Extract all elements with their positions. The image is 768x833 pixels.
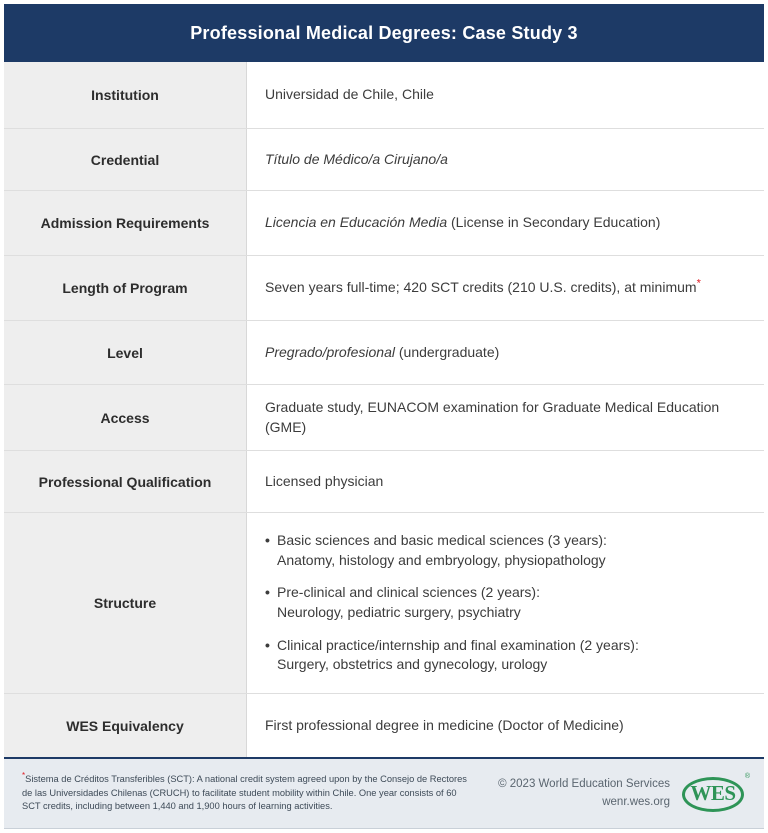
wes-logo-oval	[682, 777, 744, 812]
admission-value-italic: Licencia en Educación Media	[265, 214, 448, 231]
table-row-structure	[4, 512, 764, 693]
footnote-text	[22, 770, 474, 815]
list-item	[265, 636, 639, 675]
footer	[4, 759, 764, 829]
access-value: Graduate study, EUNACOM examination for Graduate Medical Education (GME)	[265, 399, 720, 435]
row-value	[247, 385, 764, 450]
bullet-icon: •	[265, 636, 270, 653]
list-item	[265, 531, 639, 570]
table-row-admission-requirements	[4, 190, 764, 255]
row-label: Admission Requirements	[4, 191, 247, 255]
level-value-italic: Pregrado/profesional	[265, 343, 395, 360]
table-row-length-of-program	[4, 255, 764, 320]
table-row-level	[4, 320, 764, 384]
case-study-card	[0, 4, 768, 833]
footnote-asterisk: *	[22, 770, 26, 780]
bullet-icon: •	[265, 584, 270, 601]
structure-item-detail: Neurology, pediatric surgery, psychiatry	[277, 604, 521, 620]
level-value-rest: (undergraduate)	[394, 343, 500, 360]
row-value	[247, 191, 764, 255]
row-label: Structure	[4, 513, 247, 693]
table-row-wes-equivalency	[4, 693, 764, 757]
row-label: Credential	[4, 129, 247, 190]
length-value: Seven years full-time; 420 SCT credits (210 U.S. credits), at minimum	[265, 279, 697, 296]
footnote-body: Sistema de Créditos Transferibles (SCT): A national credit system agreed upon by the Consejo de Rectores de las Universidades Chilenas (CRUCH) to facilitate student mobility within Chile. One year consists of 60 SCT credits, including between 1,440 and 1,900 hours of learning activities.	[22, 773, 467, 812]
website-url: wenr.wes.org	[602, 795, 670, 808]
row-label: Access	[4, 385, 247, 450]
table-row-access	[4, 384, 764, 450]
case-study-table	[4, 62, 764, 757]
credential-value: Título de Médico/a Cirujano/a	[265, 150, 448, 167]
row-value	[247, 451, 764, 512]
row-value	[247, 321, 764, 384]
row-value	[247, 129, 764, 190]
copyright-block	[498, 776, 682, 811]
row-value	[247, 256, 764, 320]
footnote-asterisk: *	[696, 277, 701, 290]
row-value	[247, 62, 764, 128]
row-label: WES Equivalency	[4, 694, 247, 757]
row-label: Professional Qualification	[4, 451, 247, 512]
wes-logo	[682, 772, 752, 816]
table-row-professional-qualification	[4, 450, 764, 512]
bullet-icon: •	[265, 532, 270, 549]
structure-item-heading: Pre-clinical and clinical sciences (2 years):	[277, 584, 540, 601]
header-bar	[4, 4, 764, 62]
institution-value: Universidad de Chile, Chile	[265, 86, 434, 103]
row-label: Institution	[4, 62, 247, 128]
structure-item-heading: Basic sciences and basic medical sciences (3 years):	[277, 532, 607, 549]
wes-logo-text: WES	[690, 781, 736, 805]
row-value	[247, 694, 764, 757]
row-label: Length of Program	[4, 256, 247, 320]
list-item	[265, 583, 639, 622]
admission-value-rest: (License in Secondary Education)	[447, 214, 661, 231]
table-row-institution	[4, 62, 764, 128]
row-label: Level	[4, 321, 247, 384]
qualification-value: Licensed physician	[265, 472, 384, 489]
table-row-credential	[4, 128, 764, 190]
structure-item-heading: Clinical practice/internship and final examination (2 years):	[277, 636, 639, 653]
page-title: Professional Medical Degrees: Case Study 3	[190, 22, 578, 43]
structure-list	[265, 531, 639, 675]
structure-item-detail: Surgery, obstetrics and gynecology, urology	[277, 656, 548, 673]
registered-trademark-icon: ®	[744, 772, 750, 780]
copyright-line: © 2023 World Education Services	[498, 778, 670, 791]
equivalency-value: First professional degree in medicine (Doctor of Medicine)	[265, 716, 624, 733]
row-value	[247, 513, 764, 693]
structure-item-detail: Anatomy, histology and embryology, physiopathology	[277, 551, 606, 568]
